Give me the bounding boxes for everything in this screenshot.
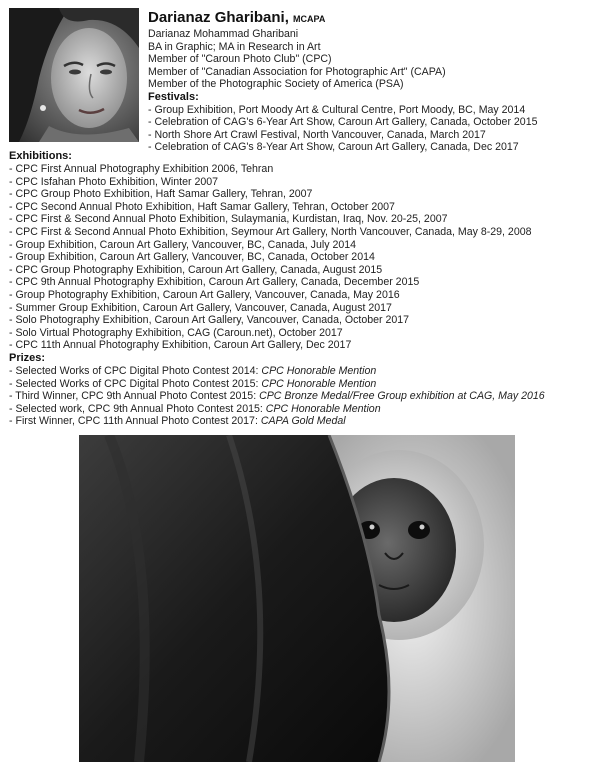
- bio-membership-cpc: Member of "Caroun Photo Club" (CPC): [148, 53, 332, 66]
- exhibition-item: - CPC First & Second Annual Photo Exhibition, Sulaymania, Kurdistan, Iraq, Nov. 20-25, 2007: [9, 213, 448, 226]
- artist-name-line: [148, 9, 598, 28]
- bio-education: BA in Graphic; MA in Research in Art: [148, 40, 321, 53]
- prize-award: CPC Honorable Mention: [261, 377, 377, 390]
- prize-text: - Selected work, CPC 9th Annual Photo Contest 2015:: [9, 402, 266, 415]
- exhibition-item: - CPC Group Photo Exhibition, Haft Samar Gallery, Tehran, 2007: [9, 188, 313, 201]
- prize-item: [9, 390, 597, 403]
- exhibition-item: - CPC Group Photography Exhibition, Caroun Art Gallery, Canada, August 2015: [9, 263, 383, 276]
- exhibition-item: - CPC First & Second Annual Photo Exhibition, Seymour Art Gallery, North Vancouver, Canada, May 8-29, 2008: [9, 225, 532, 238]
- festivals-heading: Festivals:: [148, 90, 199, 103]
- artist-title-suffix: MCAPA: [293, 14, 326, 24]
- festival-item: - Celebration of CAG's 6-Year Art Show, Caroun Art Gallery, Canada, October 2015: [148, 116, 538, 129]
- prize-award: CPC Bronze Medal/Free Group exhibition at CAG, May 2016: [259, 390, 545, 403]
- prize-item: [9, 365, 597, 378]
- festival-item: - North Shore Art Crawl Festival, North Vancouver, Canada, March 2017: [148, 128, 486, 141]
- exhibition-item: - CPC Isfahan Photo Exhibition, Winter 2007: [9, 175, 219, 188]
- artist-portrait: [9, 8, 139, 142]
- bio-full-name: Darianaz Mohammad Gharibani: [148, 28, 299, 40]
- header-block: [148, 9, 598, 154]
- baby-photo-image: [79, 435, 515, 762]
- prize-text: - Selected Works of CPC Digital Photo Contest 2014:: [9, 364, 262, 377]
- portrait-image: [9, 8, 139, 142]
- exhibition-item: - CPC First Annual Photography Exhibition 2006, Tehran: [9, 163, 274, 175]
- prize-award: CPC Honorable Mention: [265, 402, 381, 415]
- exhibition-item: - CPC 9th Annual Photography Exhibition, Caroun Art Gallery, Canada, December 2015: [9, 276, 420, 289]
- exhibition-item: - CPC 11th Annual Photography Exhibition, Caroun Art Gallery, Dec 2017: [9, 339, 352, 352]
- prizes-heading: Prizes:: [9, 351, 46, 364]
- exhibition-item: - Group Exhibition, Caroun Art Gallery, Vancouver, BC, Canada, October 2014: [9, 251, 375, 264]
- exhibition-item: - Group Photography Exhibition, Caroun Art Gallery, Vancouver, Canada, May 2016: [9, 288, 400, 301]
- exhibition-item: - Solo Virtual Photography Exhibition, CAG (Caroun.net), October 2017: [9, 326, 343, 339]
- bio-membership-psa: Member of the Photographic Society of America (PSA): [148, 78, 404, 91]
- prize-item: [9, 415, 597, 428]
- exhibitions-heading: Exhibitions:: [9, 150, 72, 162]
- festival-item: - Celebration of CAG's 8-Year Art Show, Caroun Art Gallery, Canada, Dec 2017: [148, 141, 519, 154]
- exhibition-item: - Summer Group Exhibition, Caroun Art Gallery, Vancouver, Canada, August 2017: [9, 301, 392, 314]
- festival-item: - Group Exhibition, Port Moody Art & Cultural Centre, Port Moody, BC, May 2014: [148, 103, 526, 116]
- exhibition-item: - Group Exhibition, Caroun Art Gallery, Vancouver, BC, Canada, July 2014: [9, 238, 357, 251]
- exhibition-item: - CPC Second Annual Photo Exhibition, Haft Samar Gallery, Tehran, October 2007: [9, 200, 395, 213]
- artist-name: Darianaz Gharibani,: [148, 9, 289, 26]
- exhibition-item: - Solo Photography Exhibition, Caroun Art Gallery, Vancouver, Canada, October 2017: [9, 314, 410, 327]
- cv-body: [9, 150, 597, 428]
- bio-membership-capa: Member of "Canadian Association for Photographic Art" (CAPA): [148, 65, 446, 78]
- prize-item: [9, 378, 597, 391]
- prize-item: [9, 403, 597, 416]
- prize-award: CPC Honorable Mention: [261, 364, 377, 377]
- prize-text: - Selected Works of CPC Digital Photo Contest 2015:: [9, 377, 262, 390]
- featured-photograph: [79, 435, 515, 762]
- prize-award: CAPA Gold Medal: [260, 415, 346, 428]
- prize-text: - First Winner, CPC 11th Annual Photo Contest 2017:: [9, 415, 261, 428]
- prize-text: - Third Winner, CPC 9th Annual Photo Contest 2015:: [9, 390, 260, 403]
